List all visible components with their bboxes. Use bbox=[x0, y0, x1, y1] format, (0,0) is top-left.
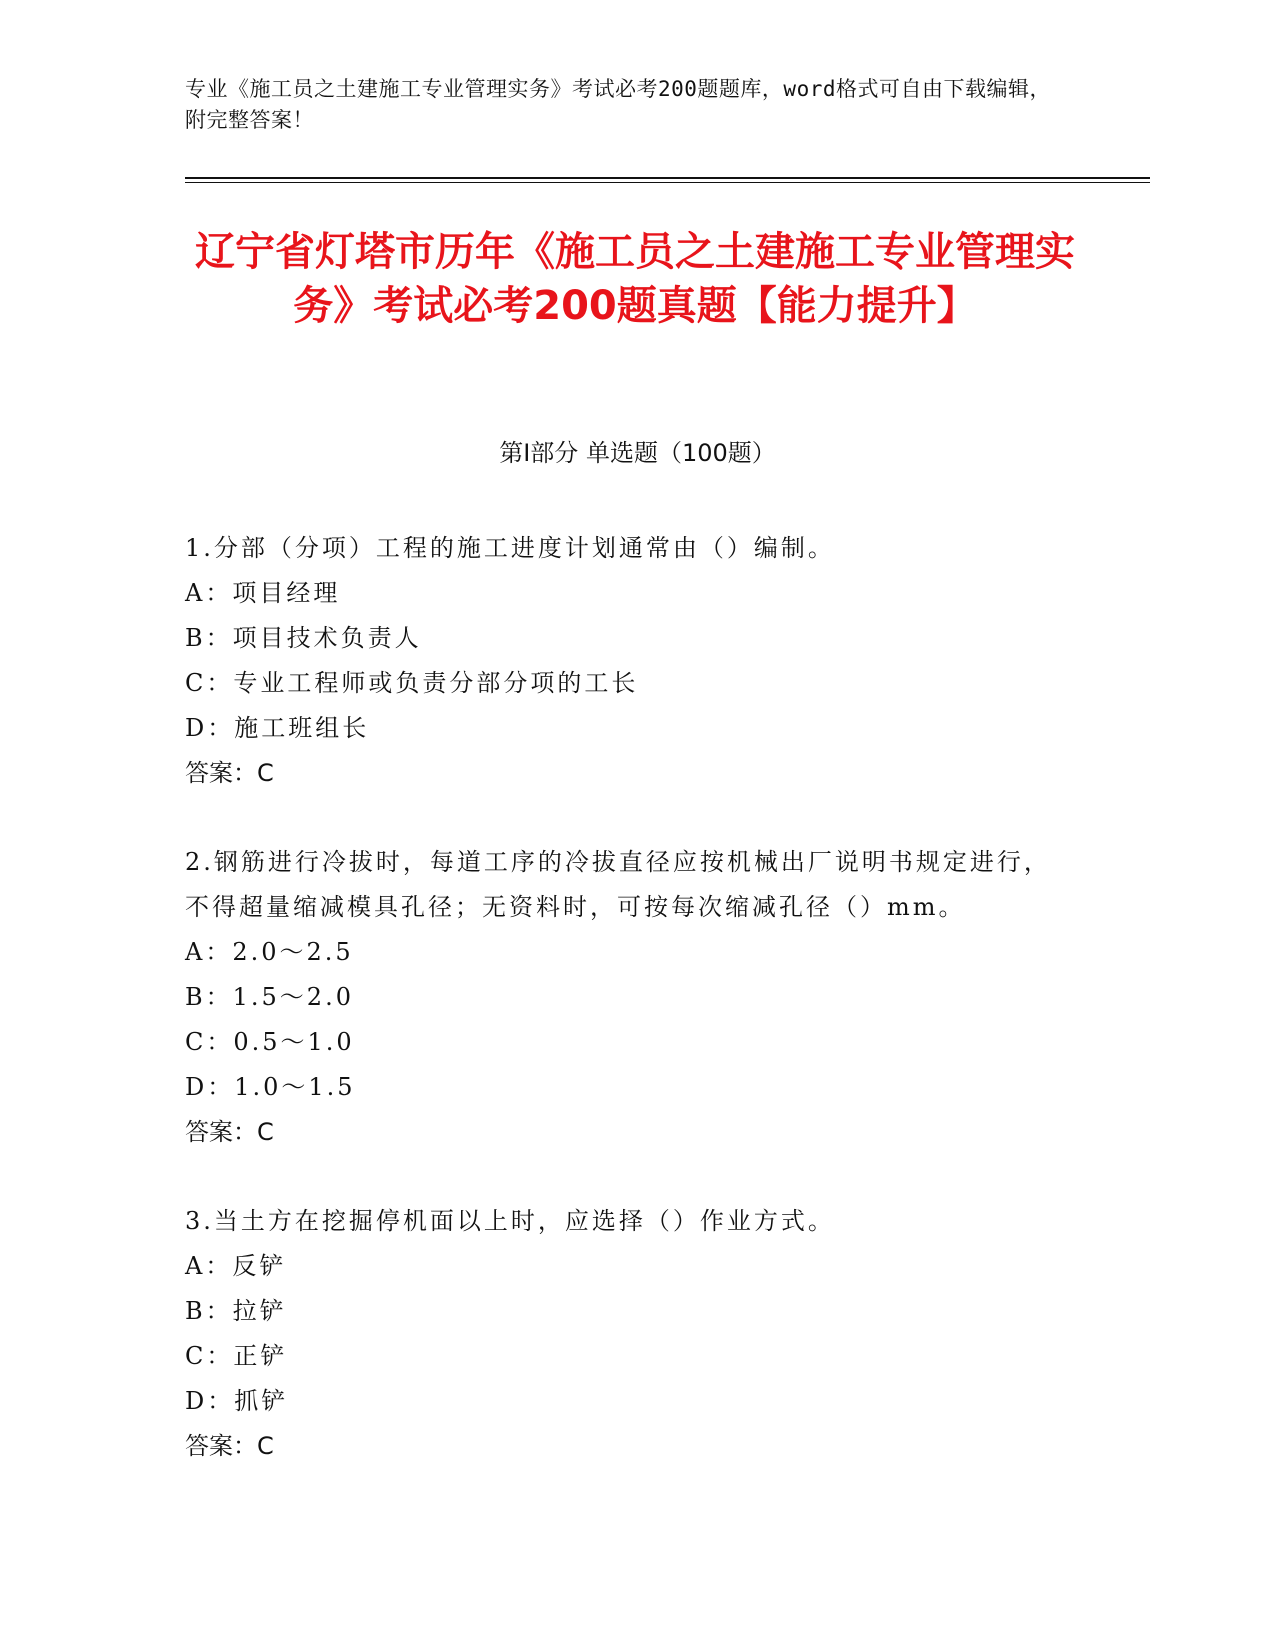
question-1 bbox=[185, 526, 1065, 796]
header-note: 专业《施工员之土建施工专业管理实务》考试必考200题题库，word格式可自由下载编辑，附完整答案！ bbox=[185, 77, 1051, 132]
header-divider-thin bbox=[185, 182, 1150, 183]
answer: 答案：C bbox=[185, 759, 274, 787]
question-3 bbox=[185, 1199, 1065, 1469]
question-list bbox=[185, 526, 1065, 1513]
answer: 答案：C bbox=[185, 1432, 274, 1460]
option-d: D：1.0～1.5 bbox=[185, 1073, 356, 1101]
question-2 bbox=[185, 840, 1065, 1155]
option-b: B：项目技术负责人 bbox=[185, 624, 422, 652]
option-a: A：反铲 bbox=[185, 1252, 287, 1280]
option-c: C：正铲 bbox=[185, 1342, 288, 1370]
option-c: C：0.5～1.0 bbox=[185, 1028, 355, 1056]
document-title: 辽宁省灯塔市历年《施工员之土建施工专业管理实务》考试必考200题真题【能力提升】 bbox=[195, 229, 1075, 329]
option-d: D：抓铲 bbox=[185, 1387, 289, 1415]
option-b: B：1.5～2.0 bbox=[185, 983, 354, 1011]
question-stem: 3.当土方在挖掘停机面以上时，应选择（）作业方式。 bbox=[185, 1207, 835, 1235]
question-stem: 1.分部（分项）工程的施工进度计划通常由（）编制。 bbox=[185, 534, 835, 562]
answer: 答案：C bbox=[185, 1118, 274, 1146]
option-a: A：项目经理 bbox=[185, 579, 341, 607]
option-b: B：拉铲 bbox=[185, 1297, 287, 1325]
section-heading: 第Ⅰ部分 单选题（100题） bbox=[499, 439, 776, 467]
question-stem: 2.钢筋进行冷拔时，每道工序的冷拔直径应按机械出厂说明书规定进行，不得超量缩减模具孔径；无资料时，可按每次缩减孔径（）mm。 bbox=[185, 848, 1051, 921]
header-divider-thick bbox=[185, 177, 1150, 179]
option-a: A：2.0～2.5 bbox=[185, 938, 354, 966]
option-d: D：施工班组长 bbox=[185, 714, 370, 742]
option-c: C：专业工程师或负责分部分项的工长 bbox=[185, 669, 639, 697]
